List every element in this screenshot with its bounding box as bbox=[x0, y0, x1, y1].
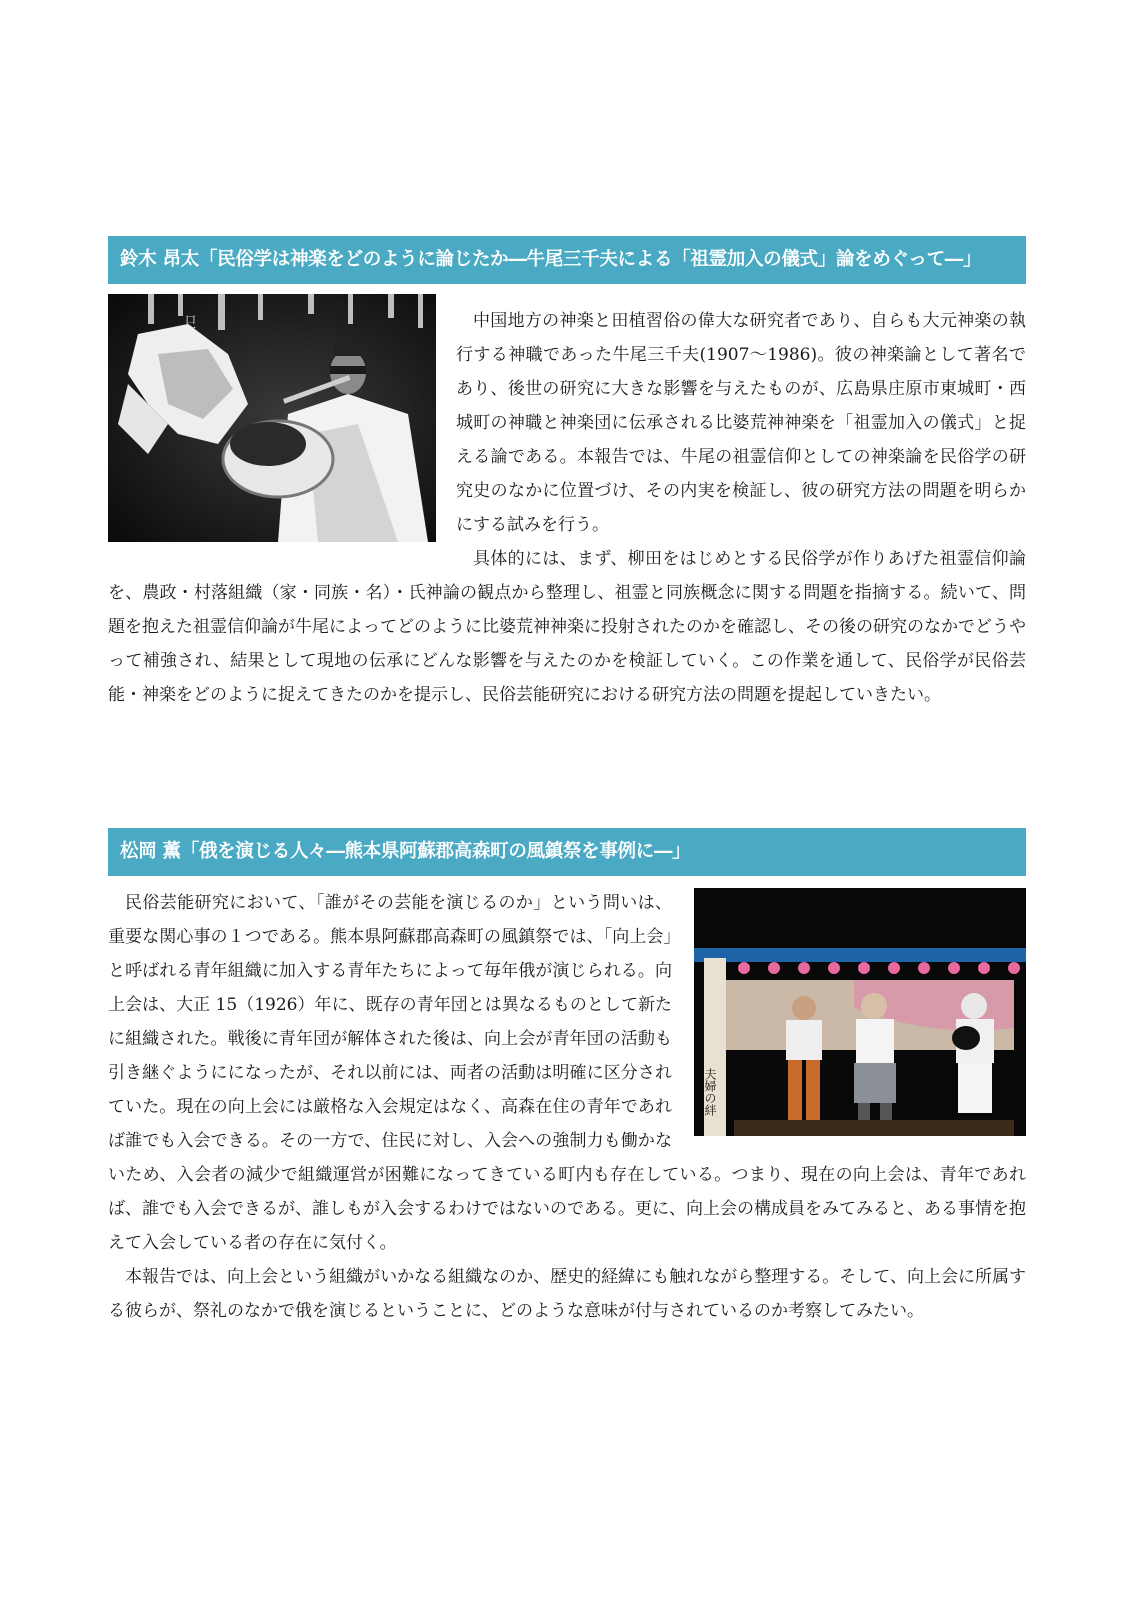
photo-caption: 口定美 bbox=[183, 314, 197, 347]
presentation-abstract-suzuki bbox=[108, 236, 1026, 712]
abstract-paragraph: 本報告では、向上会という組織がいかなる組織なのか、歴史的経緯にも触れながら整理する。そして、向上会に所属する彼らが、祭礼のなかで俄を演じるということに、どのような意味が付与されているのか考察してみたい。 bbox=[108, 1267, 1026, 1321]
section-title: 鈴木 昂太「民俗学は神楽をどのように論じたか―牛尾三千夫による「祖霊加入の儀式」論をめぐって―」 bbox=[108, 236, 1026, 284]
abstract-paragraph: 中国地方の神楽と田植習俗の偉大な研究者であり、自らも大元神楽の執行する神職であった牛尾三千夫(1907〜1986)。彼の神楽論として著名であり、後世の研究に大きな影響を与えたものが、広島県庄原市東城町・西城町の神職と神楽団に伝承される比婆荒神神楽を「祖霊加入の儀式」と捉える論である。本報告では、牛尾の祖霊信仰としての神楽論を民俗学の研究史のなかに位置づけ、その内実を検証し、彼の研究方法の問題を明らかにする試みを行う。 bbox=[456, 311, 1026, 535]
kagura-priest-photo bbox=[108, 294, 436, 542]
photo-caption: 夫婦の絆 bbox=[703, 1068, 717, 1116]
section-title: 松岡 薫「俄を演じる人々―熊本県阿蘇郡高森町の風鎮祭を事例に―」 bbox=[108, 828, 1026, 876]
presentation-abstract-matsuoka bbox=[108, 828, 1026, 1328]
abstract-paragraph: 民俗芸能研究において、「誰がその芸能を演じるのか」という問いは、重要な関心事の１つである。熊本県阿蘇郡高森町の風鎮祭では、「向上会」と呼ばれる青年組織に加入する青年たちによって毎年俄が演じられる。向上会は、大正 15（1926）年に、既存の青年団とは異なるものとして新たに組織された。戦後に青年団が解体された後は、向上会が青年団の活動も引き継ぐようにになったが、それ以前には、両者の活動は明確に区分されていた。現在の向上会には厳格な入会規定はなく、高森在住の青年であれば誰でも入会できる。その一方で、住民に対し、入会への強制力も働かないため、入会者の減少で組織運営が困難になってきている町内も存在している。つまり、現在の向上会は、青年であれば、誰でも入会できるが、誰しもが入会するわけではないのである。更に、向上会の構成員をみてみると、ある事情を抱えて入会している者の存在に気付く。 bbox=[108, 893, 1026, 1253]
abstract-body bbox=[108, 886, 1026, 1328]
abstract-body bbox=[108, 294, 1026, 712]
niwaka-stage-photo bbox=[694, 888, 1026, 1136]
abstract-paragraph: 具体的には、まず、柳田をはじめとする民俗学が作りあげた祖霊信仰論を、農政・村落組織（家・同族・名）・氏神論の観点から整理し、祖霊と同族概念に関する問題を指摘する。続いて、問題を抱えた祖霊信仰論が牛尾によってどのように比婆荒神神楽に投射されたのかを確認し、その後の研究のなかでどうやって補強され、結果として現地の伝承にどんな影響を与えたのかを検証していく。この作業を通して、民俗学が民俗芸能・神楽をどのように捉えてきたのかを提示し、民俗芸能研究における研究方法の問題を提起していきたい。 bbox=[108, 549, 1026, 705]
